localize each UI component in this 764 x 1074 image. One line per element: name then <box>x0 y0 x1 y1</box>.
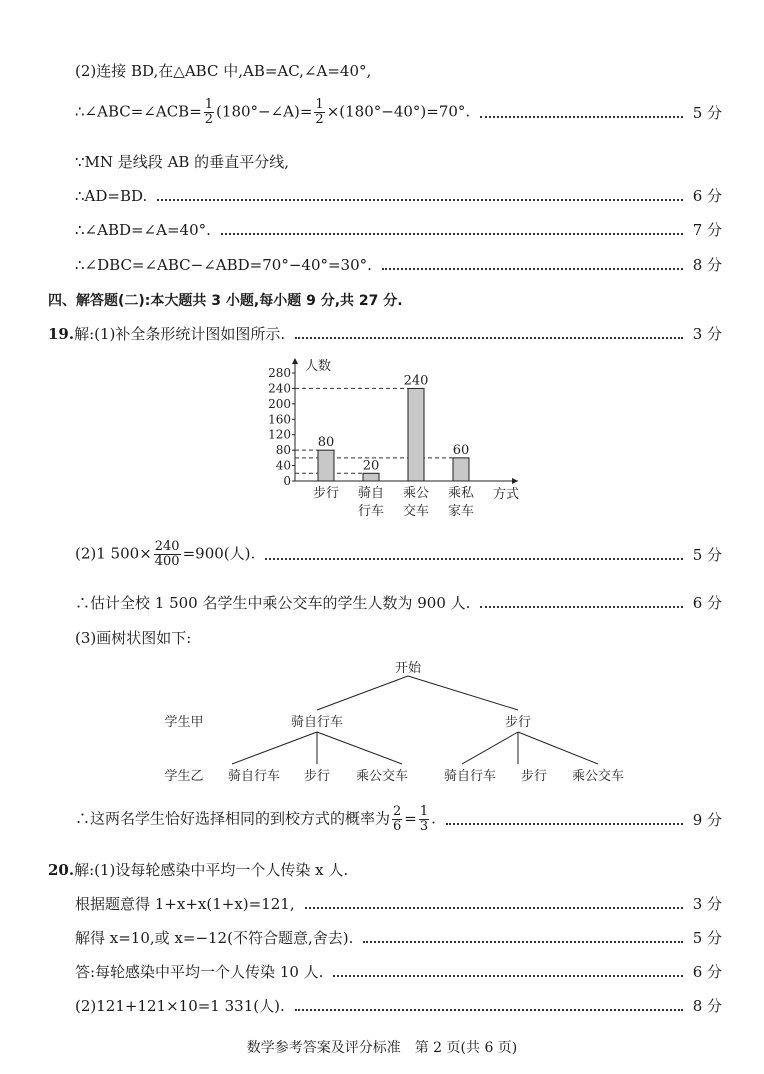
data-label: 240 <box>403 373 429 389</box>
category-label: 步行 <box>312 486 340 501</box>
leader-dots <box>157 199 682 201</box>
category-label: 骑自 <box>357 486 385 501</box>
leader-dots <box>305 907 683 909</box>
y-axis-label: 人数 <box>305 359 332 374</box>
leader-dots <box>480 116 683 118</box>
bar-步行 <box>318 450 334 481</box>
tree-root: 开始 <box>394 661 422 676</box>
fraction: $\frac{1}{2}$ <box>315 97 324 127</box>
tree-diagram <box>150 652 650 792</box>
question-20-part2: (2)121+121×10=1 331(人). 8 分 <box>75 997 722 1015</box>
category-label: 乘公 <box>402 486 430 501</box>
question-19-estimate: ∴估计全校 1 500 名学生中乘公交车的学生人数为 900 人. 6 分 <box>75 594 722 612</box>
score: 6 分 <box>692 594 722 612</box>
bar-乘公交车 <box>408 388 424 481</box>
section-heading: 四、解答题(二):本大题共 3 小题,每小题 9 分,共 27 分. <box>48 293 403 309</box>
tree-leaf: 乘公交车 <box>571 769 625 784</box>
y-tick-label: 80 <box>275 443 291 458</box>
category-label: 乘私 <box>447 486 475 501</box>
answer-line-connect-bd: (2)连接 BD,在△ABC 中,AB=AC,∠A=40°, <box>75 62 372 80</box>
leader-dots <box>363 941 682 943</box>
y-tick-label: 200 <box>268 396 291 411</box>
question-20-answer: 答:每轮感染中平均一个人传染 10 人. 6 分 <box>75 963 722 981</box>
question-19-part3: (3)画树状图如下: <box>75 629 192 647</box>
question-20-solution: 解得 x=10,或 x=−12(不符合题意,舍去). 5 分 <box>75 929 722 947</box>
answer-line-dbc: ∴∠DBC=∠ABC−∠ABD=70°−40°=30°. 8 分 <box>75 255 722 274</box>
leader-dots <box>382 268 683 270</box>
y-axis-arrow <box>292 358 298 364</box>
answer-line-perpendicular: ∵MN 是线段 AB 的垂直平分线, <box>75 153 289 171</box>
tree-leaf: 步行 <box>520 769 548 784</box>
bar-骑自行车 <box>363 473 379 481</box>
score: 3 分 <box>692 325 722 343</box>
score: 3 分 <box>692 895 722 913</box>
fraction: $\frac{1}{3}$ <box>419 804 429 834</box>
question-19-part2: (2)1 500× $\frac{240}{400}$ =900(人). 5 分 <box>75 539 722 569</box>
score: 5 分 <box>692 929 722 947</box>
question-20-equation: 根据题意得 1+x+x(1+x)=121, 3 分 <box>75 895 722 913</box>
x-axis-label: 方式 <box>492 487 520 502</box>
y-tick-label: 0 <box>283 474 291 488</box>
leader-dots <box>333 975 682 977</box>
y-tick-label: 160 <box>268 412 291 427</box>
score: 5 分 <box>692 104 722 122</box>
tree-leaf: 骑自行车 <box>227 769 281 784</box>
question-20-part1: 20.解:(1)设每轮感染中平均一个人传染 x 人. <box>48 861 349 879</box>
category-label: 行车 <box>357 504 385 519</box>
bar-乘私家车 <box>453 458 469 481</box>
question-19-probability: ∴这两名学生恰好选择相同的到校方式的概率为 $\frac{2}{6}$ = $\frac{1}{3}$ . 9 分 <box>75 804 722 834</box>
tree-node: 步行 <box>504 715 532 730</box>
leader-dots <box>295 1009 683 1011</box>
y-tick-label: 120 <box>268 427 291 442</box>
score: 8 分 <box>692 997 722 1015</box>
tree-leaf: 骑自行车 <box>443 769 497 784</box>
score: 5 分 <box>692 546 722 564</box>
answer-line-ad-bd: ∴AD=BD. 6 分 <box>75 186 722 205</box>
data-label: 80 <box>317 435 335 451</box>
leader-dots <box>221 233 683 235</box>
tree-level1-label: 学生甲 <box>164 715 204 730</box>
category-label: 交车 <box>402 504 430 519</box>
data-label: 20 <box>362 458 380 474</box>
tree-leaf: 乘公交车 <box>355 769 409 784</box>
bar-chart <box>250 352 540 527</box>
question-number: 19. <box>48 325 75 343</box>
fraction: $\frac{240}{400}$ <box>154 539 180 569</box>
question-number: 20. <box>48 861 75 879</box>
tree-level2-label: 学生乙 <box>164 769 204 784</box>
x-axis-arrow <box>512 478 518 484</box>
data-label: 60 <box>452 442 470 458</box>
tree-leaf: 步行 <box>303 769 331 784</box>
category-label: 家车 <box>447 504 475 519</box>
score: 7 分 <box>692 221 722 239</box>
page-footer: 数学参考答案及评分标准 第 2 页(共 6 页) <box>246 1040 518 1056</box>
score: 6 分 <box>692 187 722 205</box>
leader-dots <box>295 337 683 339</box>
score: 8 分 <box>692 256 722 274</box>
score: 9 分 <box>692 811 722 829</box>
leader-dots <box>480 606 682 608</box>
answer-line-angle-abc: ∴∠ABC=∠ACB= $\frac{1}{2}$ (180°−∠A)= $\frac{1}{2}$ ×(180°−40°)=70°. 5 分 <box>75 97 722 127</box>
fraction: $\frac{1}{2}$ <box>204 97 214 127</box>
fraction: $\frac{2}{6}$ <box>393 804 402 834</box>
y-tick-label: 280 <box>268 366 291 380</box>
answer-line-abd: ∴∠ABD=∠A=40°. 7 分 <box>75 220 722 239</box>
leader-dots <box>265 558 682 560</box>
score: 6 分 <box>692 963 722 981</box>
question-19-part1: 19.解:(1)补全条形统计图如图所示. 3 分 <box>48 325 722 343</box>
y-tick-label: 240 <box>268 381 291 396</box>
tree-node: 骑自行车 <box>290 715 344 730</box>
leader-dots <box>446 823 683 825</box>
y-tick-label: 40 <box>275 458 291 473</box>
